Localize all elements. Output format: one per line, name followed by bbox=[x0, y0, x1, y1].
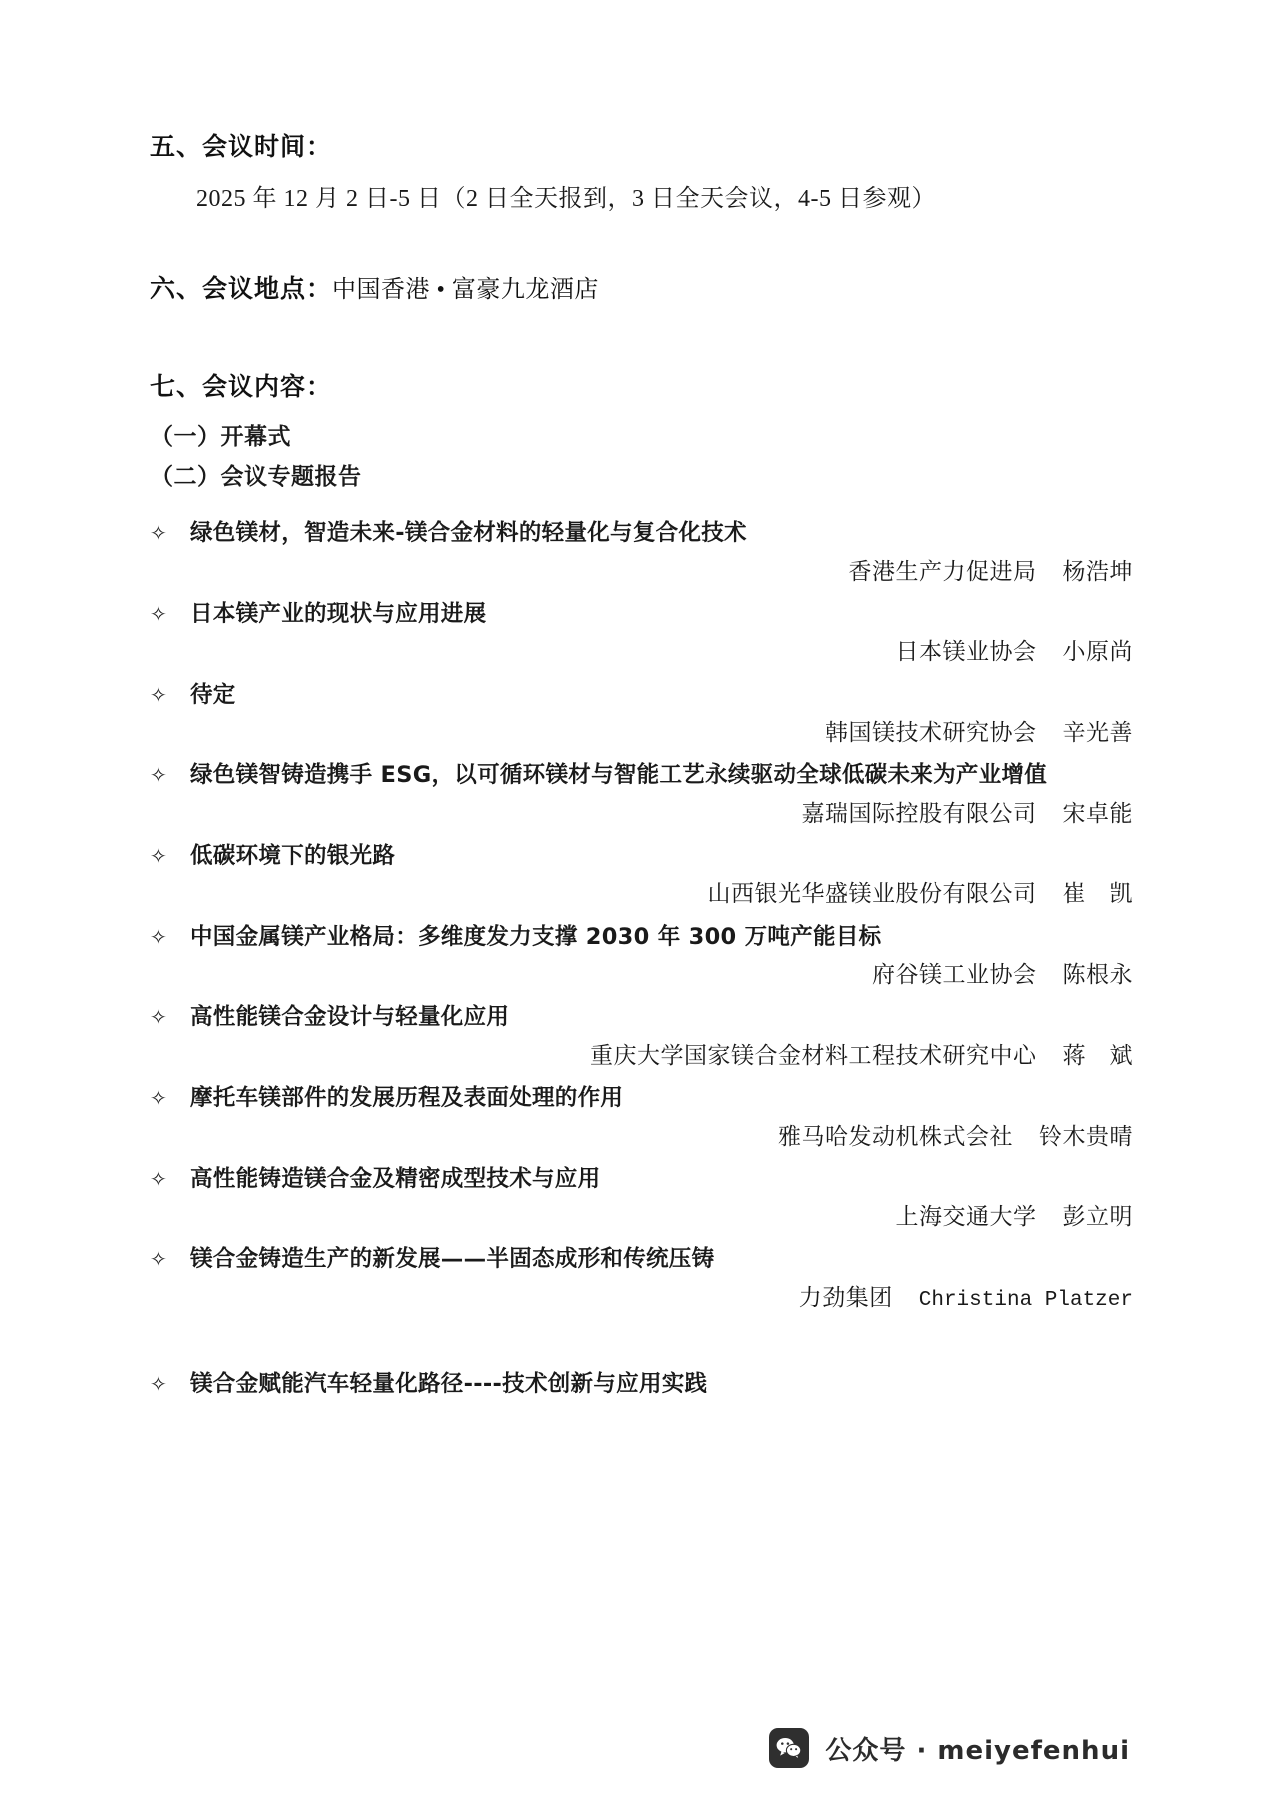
talk-speaker-row bbox=[150, 1197, 1135, 1237]
talk-speaker-row bbox=[150, 794, 1135, 834]
talk-organization: 雅马哈发动机株式会社 bbox=[778, 1123, 1013, 1149]
talk-speaker-row bbox=[150, 1036, 1135, 1076]
diamond-bullet-icon: ✧ bbox=[150, 1247, 168, 1272]
talk-item bbox=[150, 677, 1135, 754]
talk-speaker-row bbox=[150, 552, 1135, 592]
subitem-opening-ceremony: （一）开幕式 bbox=[150, 424, 291, 451]
subitem-keynote-reports: （二）会议专题报告 bbox=[150, 464, 362, 491]
talk-speaker-row bbox=[150, 955, 1135, 995]
talk-title-row bbox=[150, 596, 1135, 632]
talk-title-row bbox=[150, 1241, 1135, 1277]
talk-organization: 韩国镁技术研究协会 bbox=[825, 720, 1037, 746]
document-content bbox=[150, 128, 1135, 1406]
talk-speaker-name: 铃木贵晴 bbox=[1039, 1123, 1133, 1149]
talk-title-text: 待定 bbox=[190, 681, 236, 708]
diamond-bullet-icon: ✧ bbox=[150, 844, 168, 869]
diamond-bullet-icon: ✧ bbox=[150, 601, 168, 626]
talk-speaker-name: 杨浩坤 bbox=[1062, 558, 1133, 584]
section-heading-meeting-time: 五、会议时间： bbox=[150, 132, 333, 161]
talk-organization: 府谷镁工业协会 bbox=[872, 962, 1037, 988]
talk-title-text: 镁合金赋能汽车轻量化路径----技术创新与应用实践 bbox=[190, 1370, 708, 1397]
talk-item bbox=[150, 1366, 1135, 1402]
spacer bbox=[150, 499, 1135, 515]
spacer bbox=[150, 322, 1135, 368]
section-heading-meeting-content: 七、会议内容： bbox=[150, 371, 333, 401]
talk-speaker-name: Christina Platzer bbox=[918, 1288, 1133, 1312]
talk-title-text: 高性能铸造镁合金及精密成型技术与应用 bbox=[190, 1165, 601, 1192]
talk-speaker-name: 宋卓能 bbox=[1062, 800, 1133, 826]
venue-heading-label: 六、会议地点： bbox=[150, 273, 333, 303]
talk-item bbox=[150, 999, 1135, 1076]
talk-organization: 嘉瑞国际控股有限公司 bbox=[801, 800, 1037, 826]
diamond-bullet-icon: ✧ bbox=[150, 1005, 168, 1030]
spacer bbox=[150, 224, 1135, 270]
talk-item bbox=[150, 919, 1135, 996]
diamond-bullet-icon: ✧ bbox=[150, 763, 168, 788]
talk-title-text: 绿色镁材，智造未来-镁合金材料的轻量化与复合化技术 bbox=[190, 520, 747, 547]
talk-speaker-name: 陈根永 bbox=[1062, 962, 1133, 988]
talk-title-text: 高性能镁合金设计与轻量化应用 bbox=[190, 1004, 510, 1031]
talk-title-text: 日本镁产业的现状与应用进展 bbox=[190, 600, 487, 627]
diamond-bullet-icon: ✧ bbox=[150, 1166, 168, 1191]
footer-label: 公众号 · meiyefenhui bbox=[825, 1735, 1130, 1766]
talk-title-row bbox=[150, 919, 1135, 955]
talk-title-row bbox=[150, 1366, 1135, 1402]
diamond-bullet-icon: ✧ bbox=[150, 1086, 168, 1111]
diamond-bullet-icon: ✧ bbox=[150, 924, 168, 949]
meeting-time-text: 2025 年 12 月 2 日-5 日（2 日全天报到，3 日全天会议，4-5 日参观） bbox=[196, 185, 936, 212]
section-heading-meeting-venue bbox=[150, 270, 1135, 308]
diamond-bullet-icon: ✧ bbox=[150, 682, 168, 707]
talk-organization: 重庆大学国家镁合金材料工程技术研究中心 bbox=[590, 1042, 1037, 1068]
talk-speaker-row bbox=[150, 874, 1135, 914]
talk-speaker-name: 辛光善 bbox=[1062, 720, 1133, 746]
diamond-bullet-icon: ✧ bbox=[150, 521, 168, 546]
talk-title-row bbox=[150, 757, 1135, 793]
talk-title-row bbox=[150, 1161, 1135, 1197]
talk-speaker-name: 彭立明 bbox=[1062, 1204, 1133, 1230]
venue-value: 中国香港 • 富豪九龙酒店 bbox=[332, 276, 599, 303]
talk-speaker-name: 蒋 斌 bbox=[1062, 1042, 1133, 1068]
talk-title-text: 摩托车镁部件的发展历程及表面处理的作用 bbox=[190, 1085, 624, 1112]
talk-item bbox=[150, 596, 1135, 673]
talk-speaker-row bbox=[150, 713, 1135, 753]
talk-title-row bbox=[150, 1080, 1135, 1116]
talk-organization: 香港生产力促进局 bbox=[848, 558, 1037, 584]
footer-watermark bbox=[0, 1728, 1280, 1768]
talk-organization: 山西银光华盛镁业股份有限公司 bbox=[707, 881, 1037, 907]
talk-item bbox=[150, 1241, 1135, 1319]
talk-item bbox=[150, 1161, 1135, 1238]
talk-title-text: 低碳环境下的银光路 bbox=[190, 843, 396, 870]
talk-title-row bbox=[150, 515, 1135, 551]
spacer bbox=[150, 1324, 1135, 1366]
talk-organization: 日本镁业协会 bbox=[895, 639, 1037, 665]
talk-title-text: 中国金属镁产业格局：多维度发力支撑 2030 年 300 万吨产能目标 bbox=[190, 923, 882, 950]
talk-organization: 上海交通大学 bbox=[895, 1204, 1037, 1230]
talk-title-row bbox=[150, 999, 1135, 1035]
talk-item bbox=[150, 515, 1135, 592]
talk-title-text: 镁合金铸造生产的新发展——半固态成形和传统压铸 bbox=[190, 1246, 715, 1273]
wechat-icon bbox=[769, 1728, 809, 1768]
talk-speaker-name: 崔 凯 bbox=[1062, 881, 1133, 907]
talk-speaker-row bbox=[150, 1278, 1135, 1320]
talk-speaker-name: 小原尚 bbox=[1062, 639, 1133, 665]
talk-title-row bbox=[150, 838, 1135, 874]
talk-speaker-row bbox=[150, 632, 1135, 672]
talk-title-row bbox=[150, 677, 1135, 713]
talk-organization: 力劲集团 bbox=[798, 1284, 893, 1310]
talk-title-text: 绿色镁智铸造携手 ESG，以可循环镁材与智能工艺永续驱动全球低碳未来为产业增值 bbox=[190, 762, 1048, 789]
talk-item bbox=[150, 1080, 1135, 1157]
talk-item bbox=[150, 838, 1135, 915]
diamond-bullet-icon: ✧ bbox=[150, 1371, 168, 1396]
talk-speaker-row bbox=[150, 1117, 1135, 1157]
talk-item bbox=[150, 757, 1135, 834]
